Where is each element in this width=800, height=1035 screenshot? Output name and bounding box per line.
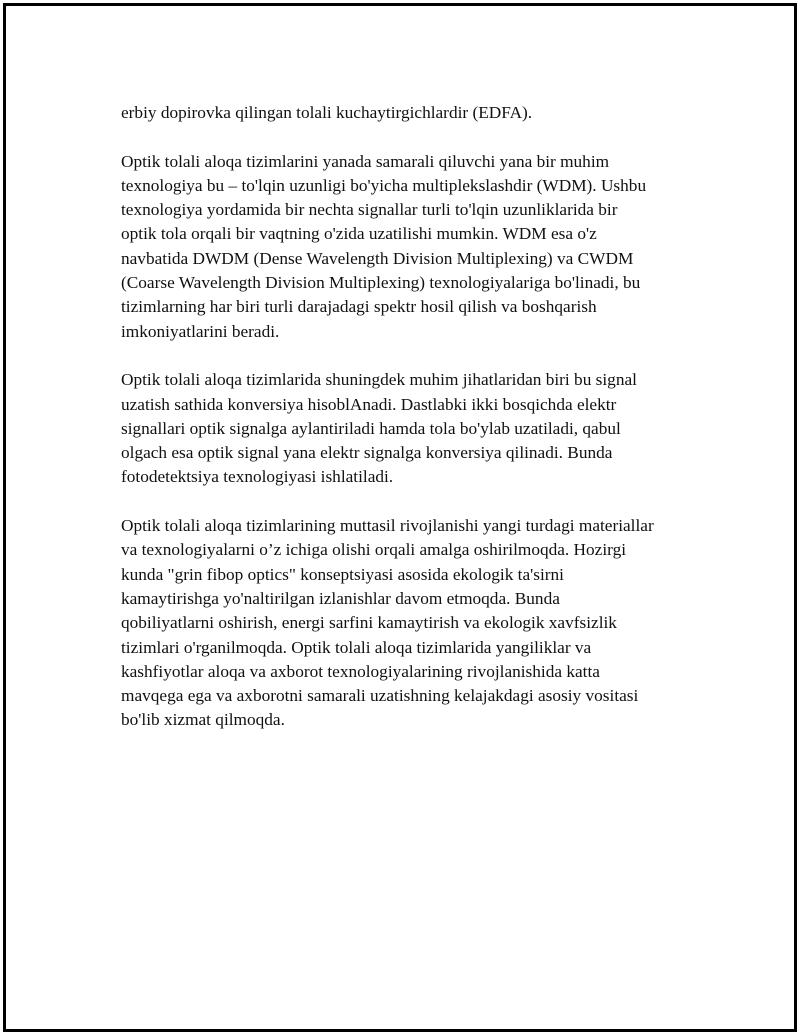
text-line: signallari optik signalga aylantiriladi hamda tola bo'ylab uzatiladi, qabul [121,418,621,438]
text-line: imkoniyatlarini beradi. [121,321,280,341]
text-line: tizimlari o'rganilmoqda. Optik tolali aloqa tizimlarida yangiliklar va [121,637,592,657]
text-line: (Coarse Wavelength Division Multiplexing) texnologiyalariga bo'linadi, bu [121,273,641,293]
text-line: olgach esa optik signal yana elektr signalga konversiya qilinadi. Bunda [121,443,613,463]
text-line: uzatish sathida konversiya hisoblAnadi. Dastlabki ikki bosqichda elektr [121,394,617,414]
text-line: texnologiya bu – to'lqin uzunligi bo'yicha multiplekslashdir (WDM). Ushbu [121,175,647,195]
text-line: tizimlarning har biri turli darajadagi spektr hosil qilish va boshqarish [121,297,597,317]
text-line: Optik tolali aloqa tizimlarini yanada samarali qiluvchi yana bir muhim [121,151,610,171]
text-line: kunda "grin fibop optics" konseptsiyasi asosida ekologik ta'sirni [121,564,564,584]
text-line: Optik tolali aloqa tizimlarida shuningdek muhim jihatlaridan biri bu signal [121,370,637,390]
paragraph-development [121,514,701,733]
paragraph-wdm [121,150,701,344]
text-line: bo'lib xizmat qilmoqda. [121,710,285,730]
text-line: texnologiya yordamida bir nechta signallar turli to'lqin uzunliklarida bir [121,200,618,220]
text-line: erbiy dopirovka qilingan tolali kuchaytirgichlardir (EDFA). [121,103,533,122]
text-line: kashfiyotlar aloqa va axborot texnologiyalarining rivojlanishida katta [121,661,600,681]
text-line: va texnologiyalarni o’z ichiga olishi orqali amalga oshirilmoqda. Hozirgi [121,540,627,560]
text-line: fotodetektsiya texnologiyasi ishlatiladi. [121,467,394,487]
paragraph-conversion [121,368,701,489]
document-body [121,101,701,757]
text-line: kamaytirishga yo'naltirilgan izlanishlar davom etmoqda. Bunda [121,588,560,608]
text-line: qobiliyatlarni oshirish, energi sarfini kamaytirish va ekologik xavfsizlik [121,613,617,633]
text-line: optik tola orqali bir vaqtning o'zida uzatilishi mumkin. WDM esa o'z [121,224,597,244]
text-line: mavqega ega va axborotni samarali uzatishning kelajakdagi asosiy vositasi [121,686,639,706]
text-line: navbatida DWDM (Dense Wavelength Division Multiplexing) va CWDM [121,248,634,268]
page-frame [3,3,797,1032]
paragraph-edfa [121,101,701,125]
text-line: Optik tolali aloqa tizimlarining muttasil rivojlanishi yangi turdagi materiallar [121,516,654,536]
